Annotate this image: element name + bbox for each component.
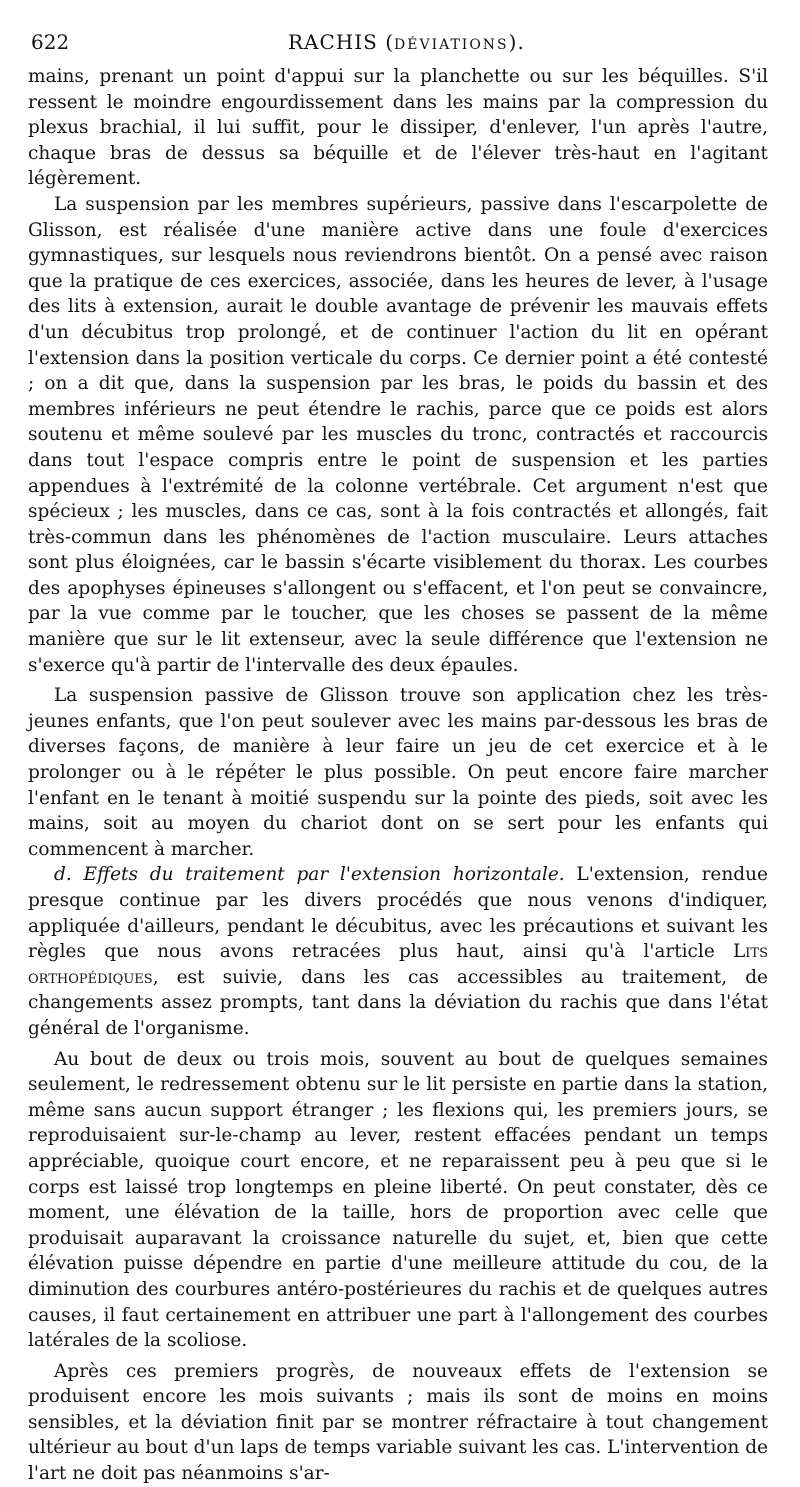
- running-title: [288, 30, 525, 54]
- paragraph-suspension-glisson: La suspension par les membres supérieurs, passive dans l'escarpolette de Glisson, est réalisée d'une manière active dans une foule d'exercices gymnastiques, sur lesquels nous reviendrons bientôt. On a pensé avec raison que la pratique de ces exercices, associée, dans les heures de lever, à l'usage des lits à extension, aurait le double avantage de prévenir les mauvais effets d'un décubitus trop prolongé, et de continuer l'action du lit en opérant l'extension dans la position verticale du corps. Ce dernier point a été contesté ; on a dit que, dans la suspension par les bras, le poids du bassin et des membres inférieurs ne peut étendre le rachis, parce que ce poids est alors soutenu et même soulevé par les muscles du tronc, contractés et raccourcis dans tout l'espace compris entre le point de suspension et les parties appendues à l'extrémité de la colonne vertébrale. Cet argument n'est que spécieux ; les muscles, dans ce cas, sont à la fois contractés et allongés, fait très-commun dans les phénomènes de l'action musculaire. Leurs attaches sont plus éloignées, car le bassin s'écarte visiblement du thorax. Les courbes des apophyses épineuses s'allongent ou s'effacent, et l'on peut se convaincre, par la vue comme par le toucher, que les choses se passent de la même manière que sur le lit extenseur, avec la seule différence que l'extension ne s'exerce qu'à partir de l'intervalle des deux épaules.: [28, 193, 768, 676]
- paragraph-premiers-progres: Après ces premiers progrès, de nouveaux effets de l'extension se produisent encore les mois suivants ; mais ils sont de moins en moins sensibles, et la déviation finit par se montrer réfractaire à tout changement ultérieur au bout d'un laps de temps variable suivant les cas. L'intervention de l'art ne doit pas néanmoins s'ar-: [28, 1360, 768, 1485]
- paragraph-text-part1: L'extension, rendue presque continue par les divers procédés que nous venons d'indiquer, appliquée d'ailleurs, pendant le décubitus, avec les précautions et suivant les règles que nous avons retracées plus haut, ainsi qu'à l'article: [28, 864, 768, 963]
- body-text: [28, 64, 768, 1487]
- paragraph-suspension-enfants: La suspension passive de Glisson trouve son application chez les très-jeunes enfants, que l'on peut soulever avec les mains par-dessous les bras de diverses façons, de manière à leur faire un jeu de cet exercice et à le prolonger ou à le répéter le plus possible. On peut encore faire marcher l'enfant en le tenant à moitié suspendu sur la pointe des pieds, soit avec les mains, soit au moyen du chariot dont on se sert pour les enfants qui commencent à marcher.: [28, 685, 768, 860]
- running-title-subtitle: DÉVIATIONS: [394, 37, 509, 53]
- running-title-main: RACHIS (: [288, 30, 395, 54]
- book-page: [28, 24, 768, 1487]
- paragraph-continued: mains, prenant un point d'appui sur la planchette ou sur les béquilles. S'il ressent le moindre engourdissement dans les mains par la compression du plexus brachial, il lui suffit, pour le dissiper, d'enlever, l'un après l'autre, chaque bras de dessus sa béquille et de l'élever très-haut en l'agitant légèrement.: [28, 66, 768, 190]
- paragraph-text-part2: , est suivie, dans les cas accessibles au traitement, de changements assez prompts, tant dans la déviation du rachis que dans l'état général de l'organisme.: [28, 966, 768, 1039]
- running-head: [28, 24, 768, 56]
- paragraph-effets-traitement: [28, 862, 768, 1041]
- cross-reference-lits: Lits orthopédiques: [28, 941, 768, 988]
- running-title-close: ).: [508, 30, 525, 54]
- section-heading-d: d. Effets du traitement par l'extension horizontale.: [54, 864, 565, 886]
- paragraph-redressement: Au bout de deux ou trois mois, souvent au bout de quelques semaines seulement, le redressement obtenu sur le lit persiste en partie dans la station, même sans aucun support étranger ; les flexions qui, les premiers jours, se reproduisaient sur-le-champ au lever, restent effacées pendant un temps appréciable, quoique court encore, et ne reparaissent peu à peu que si le corps est laissé trop longtemps en pleine liberté. On peut constater, dès ce moment, une élévation de la taille, hors de proportion avec celle que produisait auparavant la croissance naturelle du sujet, et, bien que cette élévation puisse dépendre en partie d'une meilleure attitude du cou, de la diminution des courbures antéro-postérieures du rachis et de quelques autres causes, il faut certainement en attribuer une part à l'allongement des courbes latérales de la scoliose.: [28, 1048, 768, 1352]
- page-number: 622: [31, 30, 70, 54]
